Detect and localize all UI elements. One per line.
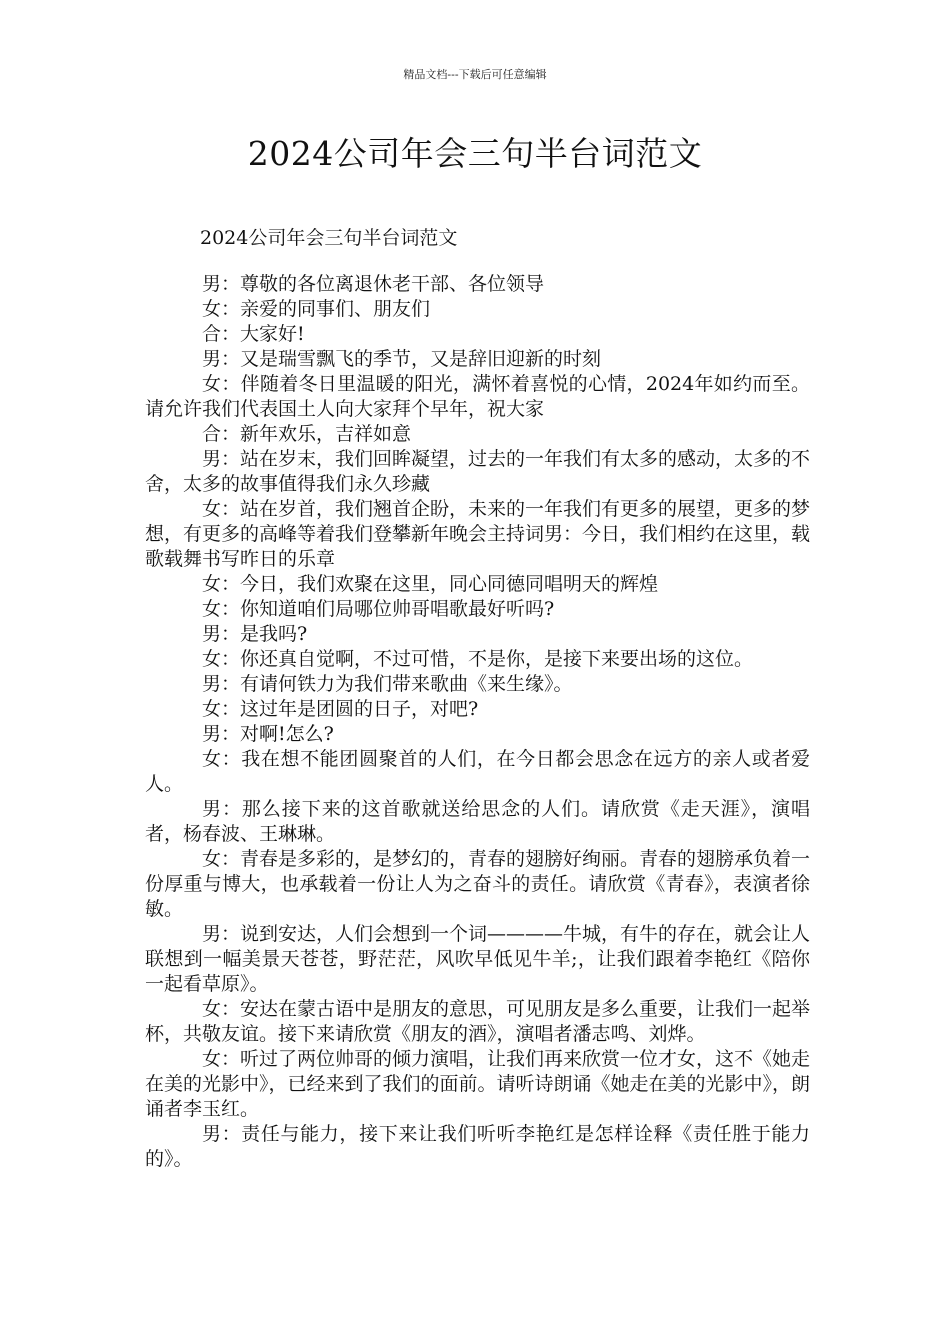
paragraph: 男：有请何铁力为我们带来歌曲《来生缘》。 [202, 673, 573, 695]
paragraph: 女：站在岁首，我们翘首企盼，未来的一年我们有更多的展望，更多的梦想，有更多的高峰等着我们登攀新年晚会主持词男：今日，我们相约在这里，载歌载舞书写昨日的乐章 [145, 498, 811, 570]
paragraph: 女：我在想不能团圆聚首的人们，在今日都会思念在远方的亲人或者爱人。 [145, 748, 810, 795]
paragraph: 女：听过了两位帅哥的倾力演唱，让我们再来欣赏一位才女，这不《她走在美的光影中》，已经来到了我们的面前。请听诗朗诵《她走在美的光影中》，朗诵者李玉红。 [145, 1048, 811, 1120]
paragraph: 女：青春是多彩的，是梦幻的，青春的翅膀好绚丽。青春的翅膀承负着一份厚重与博大，也承载着一份让人为之奋斗的责任。请欣赏《青春》，表演者徐敏。 [145, 848, 811, 920]
paragraph: 女：安达在蒙古语中是朋友的意思，可见朋友是多么重要，让我们一起举杯，共敬友谊。接下来请欣赏《朋友的酒》，演唱者潘志鸣、刘烨。 [145, 998, 811, 1045]
document-subtitle: 2024公司年会三句半台词范文 [200, 227, 458, 249]
paragraph: 女：这过年是团圆的日子，对吧? [202, 698, 479, 720]
paragraph: 女：你知道咱们局哪位帅哥唱歌最好听吗? [202, 598, 555, 620]
paragraph: 合：新年欢乐，吉祥如意 [202, 423, 412, 445]
paragraph: 合：大家好! [202, 323, 305, 345]
paragraph: 女：伴随着冬日里温暖的阳光，满怀着喜悦的心情，2024年如约而至。请允许我们代表国土人向大家拜个早年，祝大家 [145, 373, 810, 420]
paragraph: 男：对啊!怎么? [202, 723, 334, 745]
paragraph: 男：是我吗? [202, 623, 308, 645]
paragraph: 男：尊敬的各位离退休老干部、各位领导 [202, 273, 545, 295]
paragraph: 男：站在岁末，我们回眸凝望，过去的一年我们有太多的感动，太多的不舍，太多的故事值得我们永久珍藏 [145, 448, 811, 495]
paragraph: 男：责任与能力，接下来让我们听听李艳红是怎样诠释《责任胜于能力的》。 [145, 1123, 810, 1170]
document-title: 2024公司年会三句半台词范文 [247, 134, 703, 173]
paragraph: 女：你还真自觉啊，不过可惜，不是你，是接下来要出场的这位。 [202, 648, 754, 670]
paragraph: 女：今日，我们欢聚在这里，同心同德同唱明天的辉煌 [202, 573, 659, 595]
paragraph: 男：又是瑞雪飘飞的季节，又是辞旧迎新的时刻 [202, 348, 602, 370]
paragraph: 男：那么接下来的这首歌就送给思念的人们。请欣赏《走天涯》，演唱者，杨春波、王琳琳。 [145, 798, 810, 845]
paragraph: 女：亲爱的同事们、朋友们 [202, 298, 431, 320]
paragraph: 男：说到安达，人们会想到一个词————牛城，有牛的存在，就会让人联想到一幅美景天苍苍，野茫茫，风吹早低见牛羊;，让我们跟着李艳红《陪你一起看草原》。 [145, 923, 811, 995]
page-header: 精品文档---下载后可任意编辑 [403, 68, 547, 81]
document-body [145, 226, 810, 1172]
